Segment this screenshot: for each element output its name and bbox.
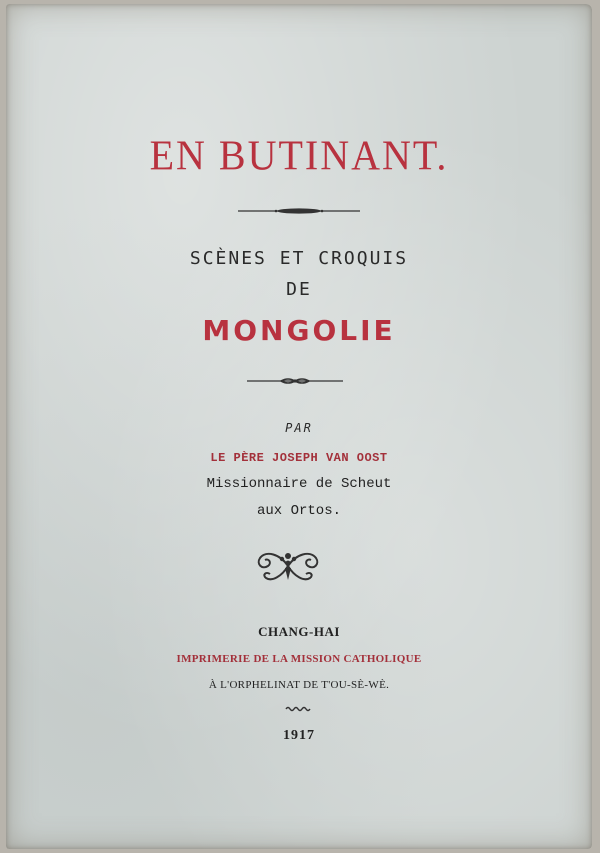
- book-subtitle: SCÈNES ET CROQUIS: [189, 248, 409, 269]
- publication-year: 1917: [283, 728, 315, 743]
- author-location: aux Ortos.: [256, 503, 341, 519]
- by-label: PAR: [285, 421, 313, 435]
- title-rule-ornament: [236, 206, 362, 216]
- printer-name: IMPRIMERIE DE LA MISSION CATHOLIQUE: [176, 653, 422, 665]
- floral-vignette-icon: [254, 546, 322, 586]
- small-wave-ornament: [285, 706, 311, 712]
- middle-rule-ornament: [245, 376, 345, 386]
- book-title: EN BUTINANT.: [149, 131, 449, 180]
- book-cover: [6, 4, 592, 849]
- subtitle-connector: DE: [286, 279, 312, 300]
- printer-location: À L'ORPHELINAT DE T'OU-SÈ-WÈ.: [208, 679, 390, 691]
- book-place: MONGOLIE: [202, 314, 396, 347]
- author-name: LE PÈRE JOSEPH VAN OOST: [210, 451, 388, 465]
- author-role: Missionnaire de Scheut: [206, 476, 392, 492]
- publication-city: CHANG-HAI: [258, 624, 340, 639]
